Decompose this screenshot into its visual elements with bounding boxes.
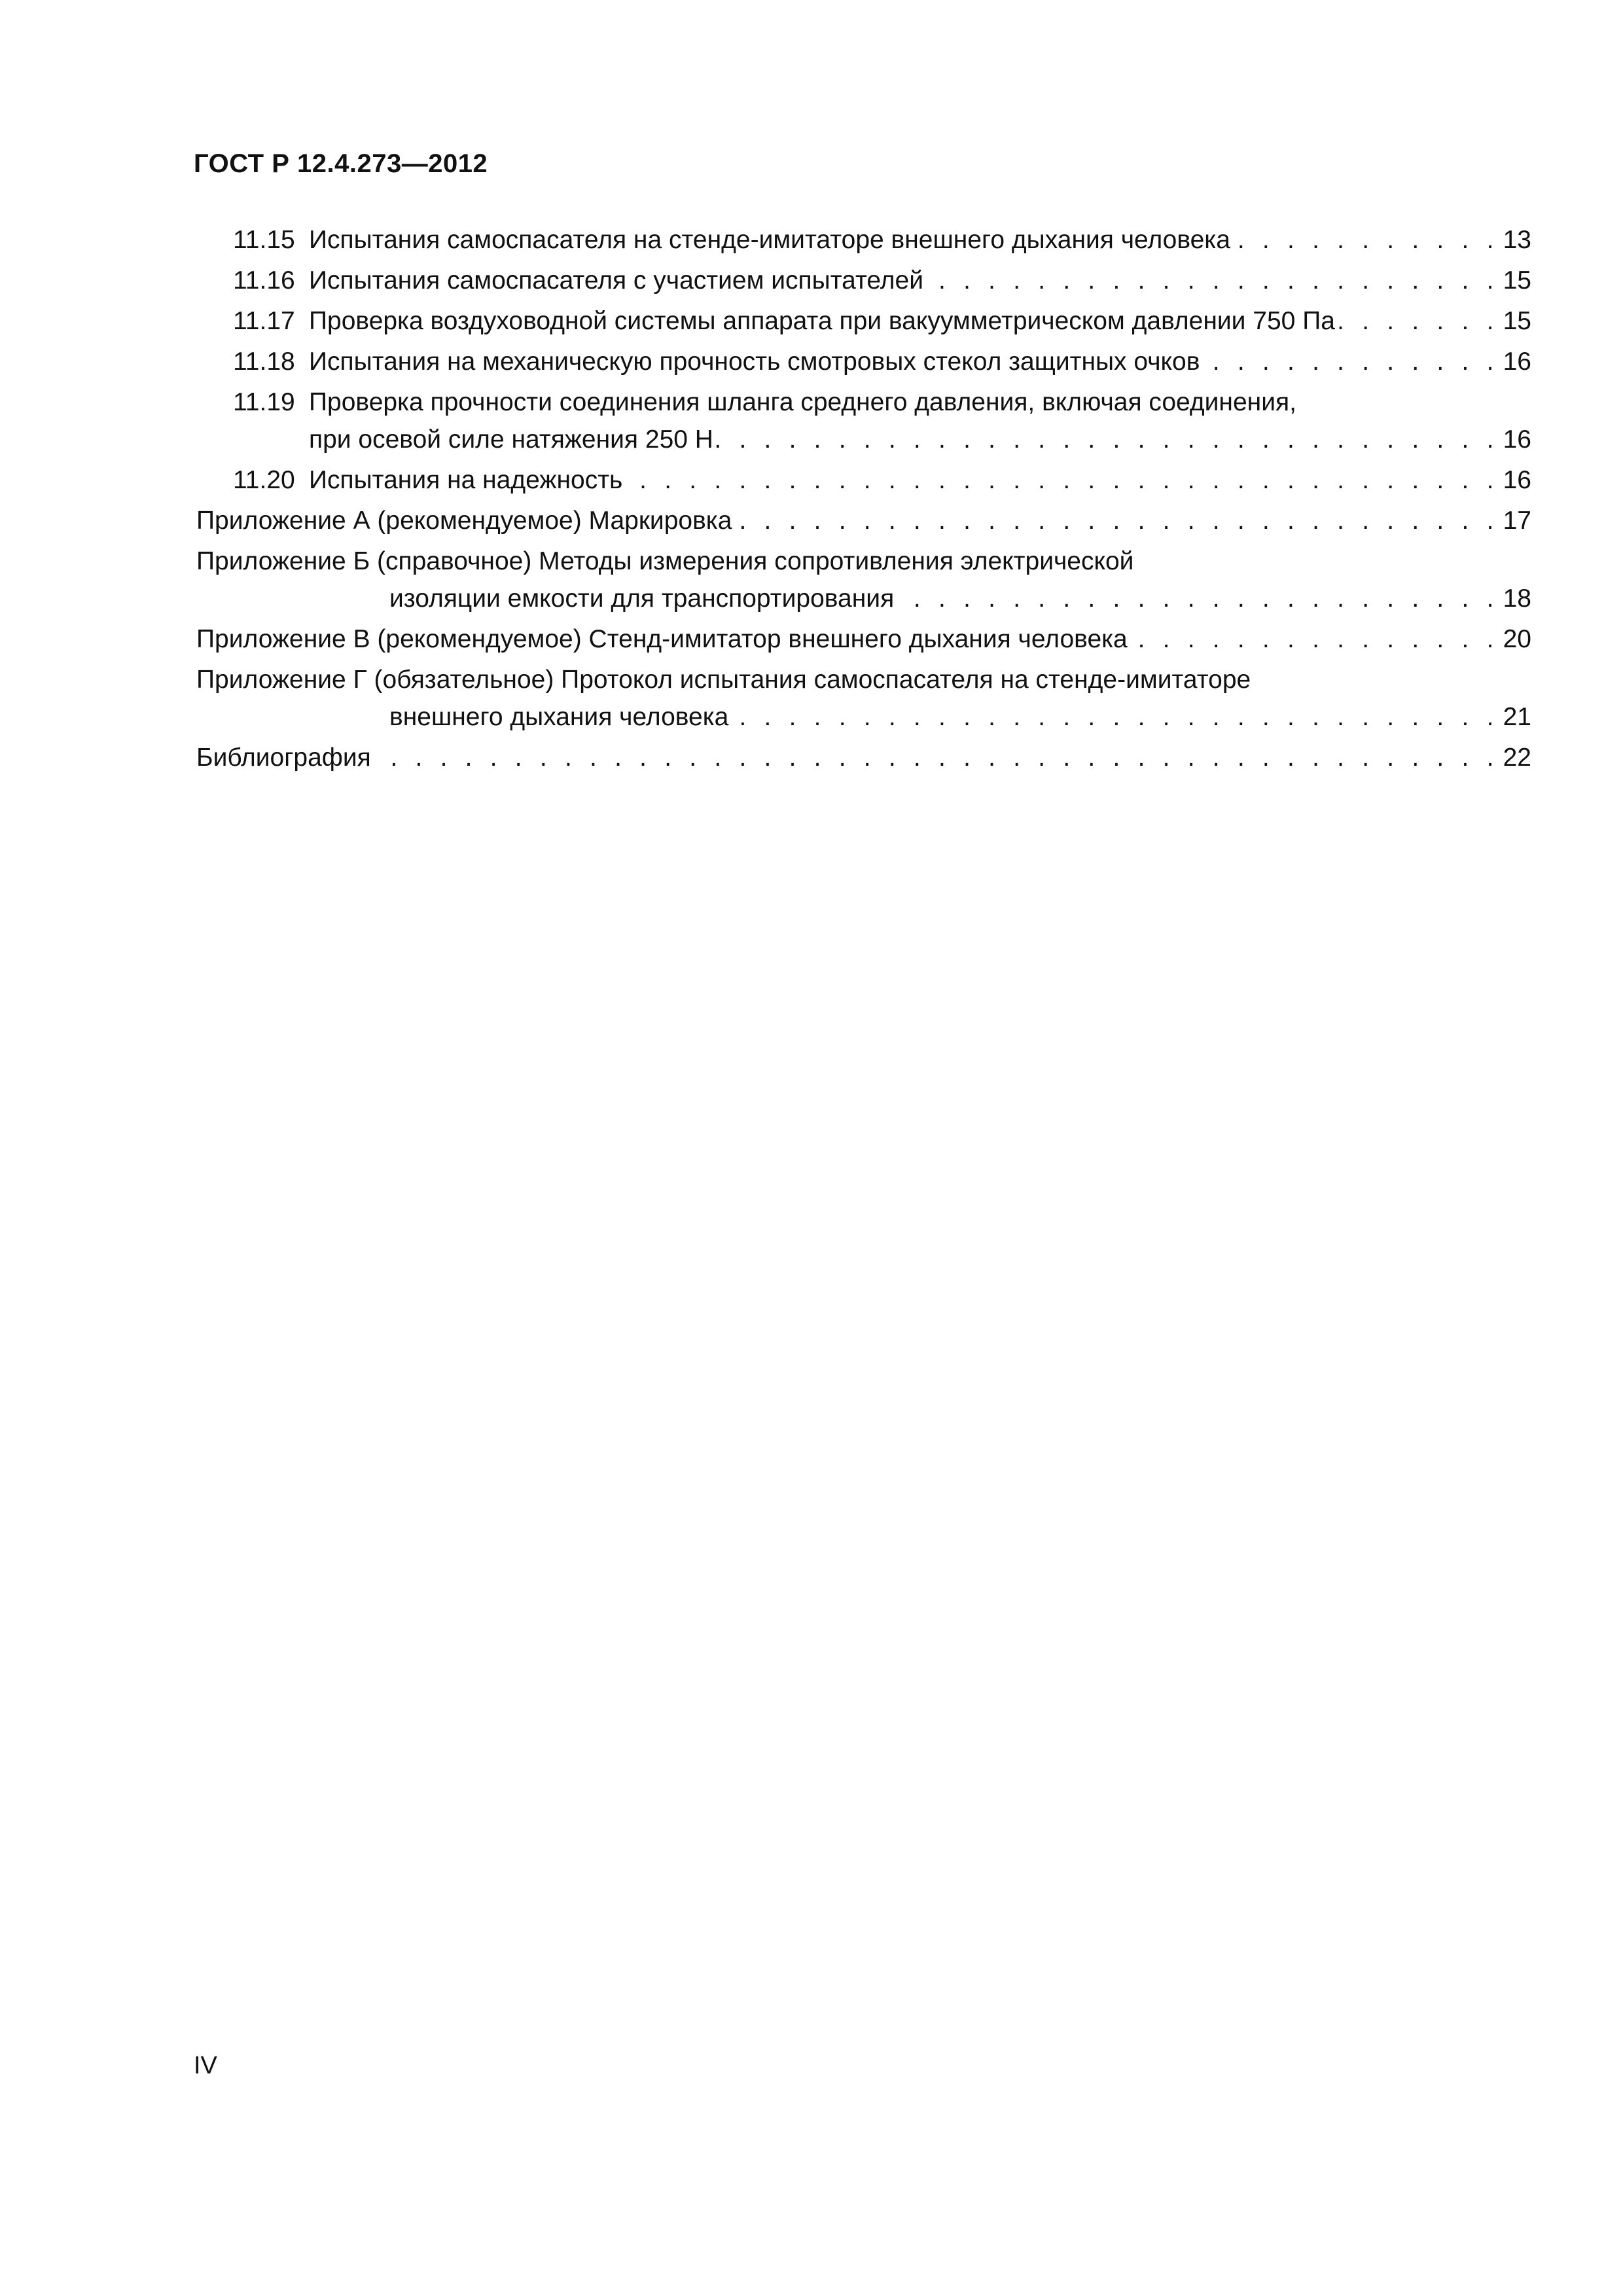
toc-page-number: 15 [1503,266,1531,295]
toc-entry-title: Испытания на механическую прочность смотровых стекол защитных очков [309,348,1200,376]
dot-leader [1201,343,1499,380]
toc-entry-title-continued: изоляции емкости для транспортирования [389,584,895,613]
toc-entry-11-16[interactable] [196,262,1531,299]
dot-leader [1232,221,1499,259]
toc-page-number: 16 [1503,348,1531,376]
toc-page-number: 13 [1503,226,1531,254]
toc-entry-appendix-g[interactable] [196,661,1531,736]
toc-entry-number: 11.18 [233,348,295,376]
page-number-footer: IV [194,2052,217,2079]
dot-leader [372,739,1499,776]
toc-entry-title: Библиография [196,744,371,772]
toc-entry-title-continued: внешнего дыхания человека [389,703,729,731]
toc-entry-title: Приложение В (рекомендуемое) Стенд-имитатор внешнего дыхания человека [196,625,1128,653]
toc-entry-title: Приложение Г (обязательное) Протокол испытания самоспасателя на стенде-имитаторе [196,666,1251,694]
toc-entry-11-17[interactable] [196,302,1531,340]
table-of-contents [196,221,1531,780]
toc-entry-11-18[interactable] [196,343,1531,380]
dot-leader [1336,302,1499,340]
dot-leader [733,502,1499,539]
toc-entry-title-continued: при осевой силе натяжения 250 Н [309,425,713,454]
toc-page-number: 15 [1503,307,1531,335]
toc-page-number: 18 [1503,584,1531,613]
toc-entry-11-19[interactable] [196,384,1531,458]
toc-page-number: 22 [1503,744,1531,772]
dot-leader [624,461,1499,499]
toc-page-number: 16 [1503,425,1531,454]
toc-entry-bibliography[interactable] [196,739,1531,776]
dot-leader [730,698,1499,736]
toc-page-number: 20 [1503,625,1531,653]
toc-page-number: 16 [1503,466,1531,494]
toc-entry-appendix-a[interactable] [196,502,1531,539]
toc-entry-number: 11.15 [233,226,295,254]
toc-entry-number: 11.20 [233,466,295,494]
toc-entry-11-15[interactable] [196,221,1531,259]
toc-entry-appendix-v[interactable] [196,620,1531,658]
dot-leader [895,580,1499,617]
toc-entry-title: Приложение А (рекомендуемое) Маркировка [196,507,732,535]
dot-leader [715,421,1499,458]
toc-entry-title: Проверка воздуховодной системы аппарата при вакуумметрическом давлении 750 Па [309,307,1335,335]
toc-entry-title: Испытания на надежность [309,466,623,494]
toc-page-number: 17 [1503,507,1531,535]
dot-leader [1129,620,1499,658]
toc-entry-appendix-b[interactable] [196,543,1531,617]
toc-entry-title: Приложение Б (справочное) Методы измерения сопротивления электрической [196,547,1134,575]
toc-entry-title: Проверка прочности соединения шланга среднего давления, включая соединения, [309,388,1296,416]
toc-page-number: 21 [1503,703,1531,731]
dot-leader [925,262,1499,299]
toc-entry-number: 11.16 [233,266,295,295]
toc-entry-11-20[interactable] [196,461,1531,499]
toc-entry-number: 11.17 [233,307,295,335]
toc-entry-title: Испытания самоспасателя на стенде-имитаторе внешнего дыхания человека [309,226,1230,254]
toc-entry-number: 11.19 [233,388,295,416]
toc-entry-title: Испытания самоспасателя с участием испытателей [309,266,924,295]
document-code-header: ГОСТ Р 12.4.273—2012 [194,149,488,178]
